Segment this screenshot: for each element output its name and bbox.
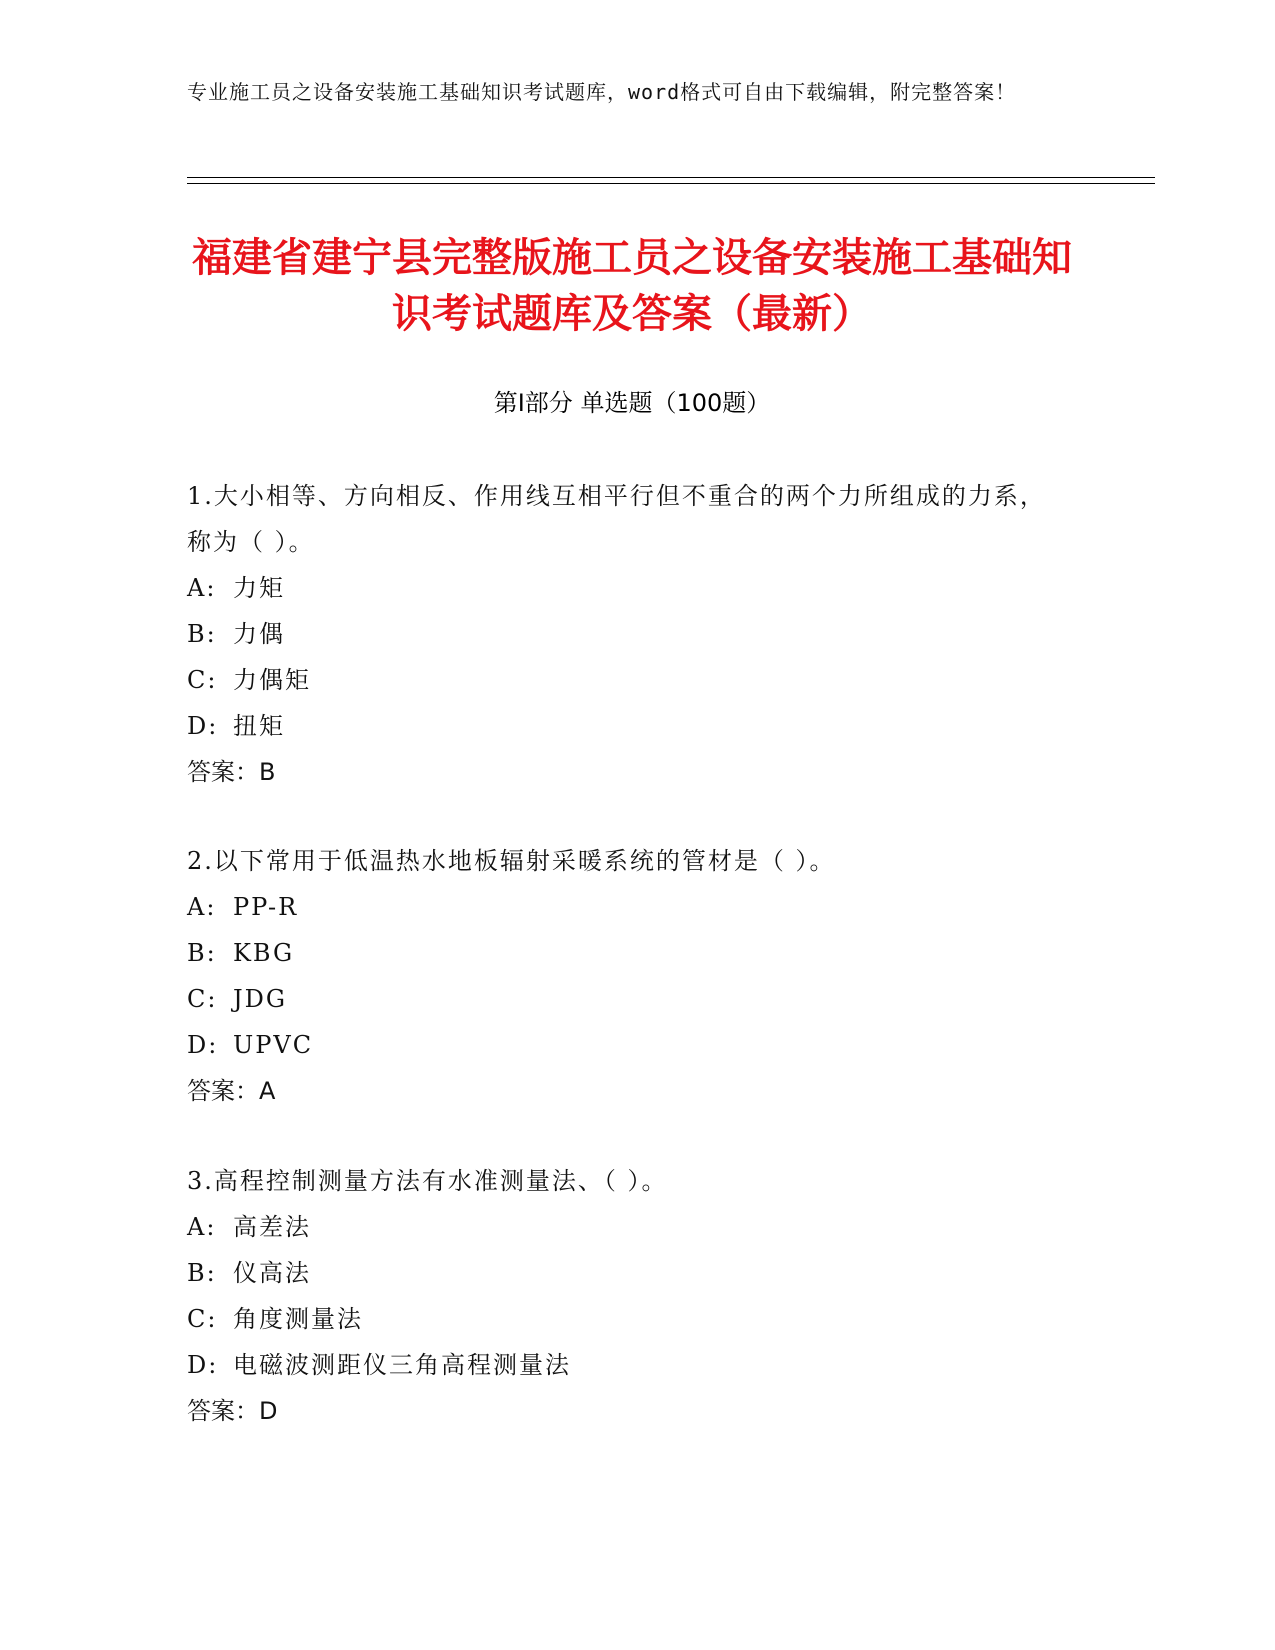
option-value: UPVC <box>233 1031 314 1059</box>
option-key: D: <box>187 1031 219 1059</box>
option-key: C: <box>187 1305 218 1333</box>
option-value: 力偶矩 <box>233 666 311 694</box>
option-key: A: <box>187 574 217 602</box>
option-value: PP-R <box>233 893 299 921</box>
answer-line: 答案：D <box>187 1397 278 1425</box>
question-text: 1.大小相等、方向相反、作用线互相平行但不重合的两个力所组成的力系，称为（ ）。 <box>187 482 1046 556</box>
option-value: 仪高法 <box>233 1259 311 1287</box>
option-b <box>187 1250 1067 1296</box>
option-key: D: <box>187 712 219 740</box>
option-value: 电磁波测距仪三角高程测量法 <box>233 1351 571 1379</box>
option-b <box>187 930 1067 976</box>
option-value: 扭矩 <box>233 712 285 740</box>
option-value: JDG <box>233 985 288 1013</box>
question-text: 2.以下常用于低温热水地板辐射采暖系统的管材是（ ）。 <box>187 847 836 875</box>
option-key: B: <box>187 620 217 648</box>
option-key: B: <box>187 939 217 967</box>
option-a <box>187 884 1067 930</box>
divider-line <box>187 183 1155 184</box>
option-value: 力偶 <box>233 620 285 648</box>
option-value: 高差法 <box>233 1213 311 1241</box>
option-c <box>187 1296 1067 1342</box>
option-a <box>187 1204 1067 1250</box>
header-note: 专业施工员之设备安装施工基础知识考试题库，word格式可自由下载编辑，附完整答案！ <box>187 80 1017 104</box>
option-d <box>187 703 1067 749</box>
option-key: D: <box>187 1351 219 1379</box>
option-c <box>187 657 1067 703</box>
option-key: A: <box>187 1213 217 1241</box>
option-d <box>187 1022 1067 1068</box>
option-b <box>187 611 1067 657</box>
section-title: 第Ⅰ部分 单选题（100题） <box>493 389 771 417</box>
document-title: 福建省建宁县完整版施工员之设备安装施工基础知识考试题库及答案（最新） <box>192 235 1072 337</box>
question-text: 3.高程控制测量方法有水准测量法、（ ）。 <box>187 1167 668 1195</box>
option-value: KBG <box>233 939 295 967</box>
option-key: A: <box>187 893 217 921</box>
answer-line: 答案：B <box>187 758 276 786</box>
option-c <box>187 976 1067 1022</box>
option-value: 角度测量法 <box>233 1305 363 1333</box>
question-block <box>187 473 1067 795</box>
option-a <box>187 565 1067 611</box>
option-key: B: <box>187 1259 217 1287</box>
question-block <box>187 1158 1067 1434</box>
divider-line <box>187 177 1155 178</box>
option-d <box>187 1342 1067 1388</box>
option-value: 力矩 <box>233 574 285 602</box>
answer-line: 答案：A <box>187 1077 276 1105</box>
option-key: C: <box>187 985 218 1013</box>
option-key: C: <box>187 666 218 694</box>
question-block <box>187 838 1067 1114</box>
